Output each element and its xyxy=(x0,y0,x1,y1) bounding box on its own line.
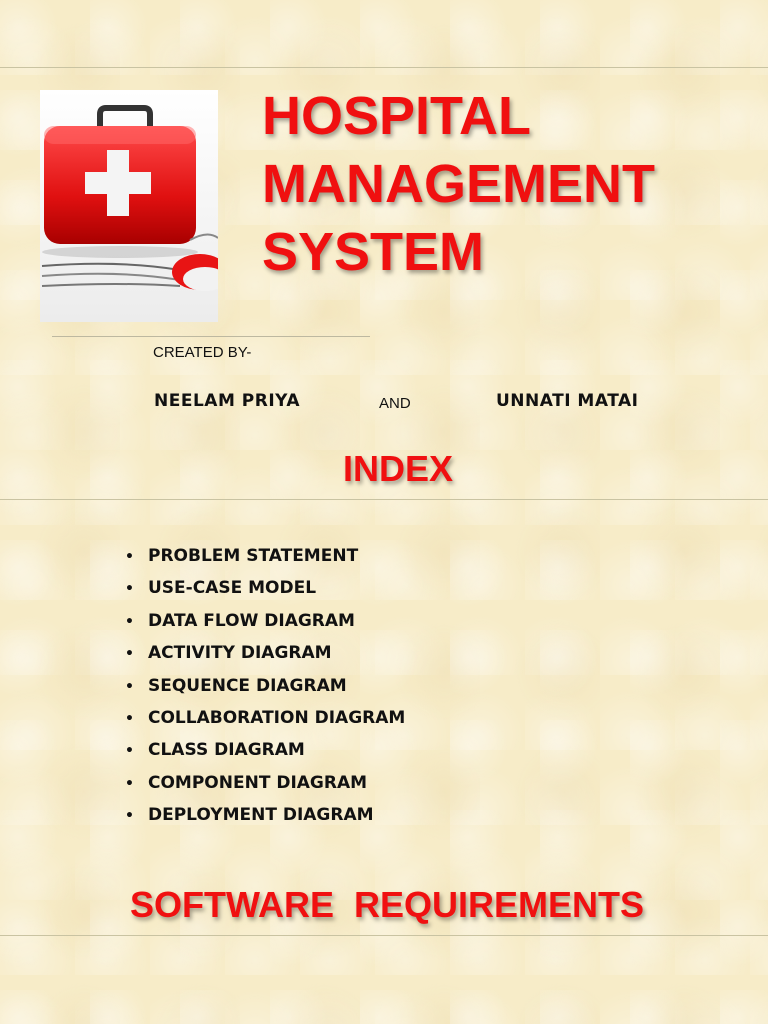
list-item: • COLLABORATION DIAGRAM xyxy=(125,702,405,734)
presentation-title xyxy=(262,82,742,286)
index-heading: INDEX xyxy=(343,448,454,489)
index-list xyxy=(125,540,405,832)
title-rule xyxy=(52,336,370,337)
bullet-icon: • xyxy=(125,646,134,663)
index-slide xyxy=(0,500,768,936)
bullet-icon: • xyxy=(125,710,134,727)
title-line-1: HOSPITAL xyxy=(262,86,531,146)
bottom-divider xyxy=(0,935,768,936)
created-by-label: CREATED BY- xyxy=(153,344,252,361)
bullet-icon: • xyxy=(125,581,134,598)
bullet-icon: • xyxy=(125,549,134,565)
bullet-icon: • xyxy=(125,678,134,695)
bullet-icon: • xyxy=(125,775,134,792)
bullet-icon: • xyxy=(125,613,134,630)
author-name-2: UNNATI MATAI xyxy=(496,391,639,411)
software-requirements-heading: SOFTWARE REQUIREMENTS xyxy=(130,884,645,925)
first-aid-kit-icon xyxy=(40,90,218,322)
list-item: • DATA FLOW DIAGRAM xyxy=(125,605,405,637)
author-conjunction: AND xyxy=(379,395,411,412)
list-item: • COMPONENT DIAGRAM xyxy=(125,767,405,799)
list-item: • DEPLOYMENT DIAGRAM xyxy=(125,799,405,831)
title-line-3: SYSTEM xyxy=(262,222,485,282)
list-item: • USE-CASE MODEL xyxy=(125,572,405,604)
title-slide xyxy=(0,68,768,498)
list-item: • PROBLEM STATEMENT xyxy=(125,540,405,572)
list-item: • SEQUENCE DIAGRAM xyxy=(125,670,405,702)
list-item: • ACTIVITY DIAGRAM xyxy=(125,637,405,669)
author-name-1: NEELAM PRIYA xyxy=(154,391,300,411)
bullet-icon: • xyxy=(125,808,134,825)
bullet-icon: • xyxy=(125,743,134,760)
list-item: • CLASS DIAGRAM xyxy=(125,734,405,766)
title-line-2: MANAGEMENT xyxy=(262,154,655,214)
